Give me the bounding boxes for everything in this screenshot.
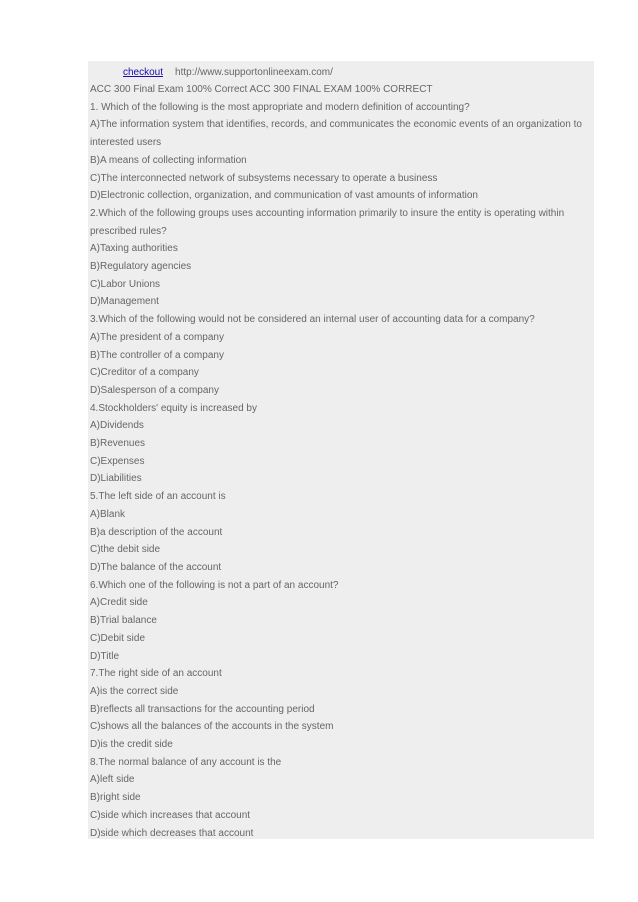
text-line: C)side which increases that account [90, 809, 251, 821]
text-line: 3.Which of the following would not be considered an internal user of accounting data for a company? [90, 314, 535, 326]
text-line: C)Expenses [90, 455, 145, 467]
text-line: D)Electronic collection, organization, and communication of vast amounts of information [90, 190, 478, 202]
text-line: A)left side [90, 774, 135, 786]
text-line: B)Trial balance [90, 615, 157, 627]
text-line: 2.Which of the following groups uses accounting information primarily to insure the entity is operating within [90, 207, 565, 219]
text-line: A)The information system that identifies, records, and communicates the economic events of an organization to [90, 119, 582, 131]
text-line: A)Taxing authorities [90, 243, 178, 255]
text-line: C)shows all the balances of the accounts in the system [90, 721, 334, 733]
text-line: D)The balance of the account [90, 561, 222, 573]
text-line: A)is the correct side [90, 685, 179, 697]
text-line: C)The interconnected network of subsystems necessary to operate a business [90, 172, 438, 184]
text-line: A)Blank [90, 508, 126, 520]
text-line: 1. Which of the following is the most appropriate and modern definition of accounting? [90, 101, 470, 113]
text-line: C)the debit side [90, 544, 161, 556]
text-line: D)side which decreases that account [90, 827, 254, 839]
text-line: D)Title [90, 650, 120, 662]
text-line: D)Liabilities [90, 473, 142, 485]
document-header [123, 66, 333, 80]
text-line: B)reflects all transactions for the accounting period [90, 703, 315, 715]
text-line: A)Dividends [90, 420, 144, 432]
text-line: B)a description of the account [90, 526, 223, 538]
text-line: C)Debit side [90, 632, 146, 644]
text-line: D)is the credit side [90, 739, 173, 751]
text-line: 5.The left side of an account is [90, 491, 226, 503]
text-line: C)Labor Unions [90, 278, 161, 290]
text-line: C)Creditor of a company [90, 367, 199, 379]
text-line: B)A means of collecting information [90, 154, 247, 166]
document-body [90, 81, 586, 842]
text-line: D)Management [90, 296, 159, 308]
text-line: A)The president of a company [90, 331, 224, 343]
text-line: 8.The normal balance of any account is the [90, 756, 282, 768]
text-line: B)Regulatory agencies [90, 261, 192, 273]
text-line: B)The controller of a company [90, 349, 224, 361]
text-line: D)Salesperson of a company [90, 384, 219, 396]
text-line: interested users [90, 137, 162, 149]
text-line: A)Credit side [90, 597, 148, 609]
text-line: 6.Which one of the following is not a part of an account? [90, 579, 339, 591]
document-title: ACC 300 Final Exam 100% Correct ACC 300 FINAL EXAM 100% CORRECT [90, 84, 433, 95]
question-list [90, 99, 586, 843]
text-line: 7.The right side of an account [90, 668, 222, 680]
source-url: http://www.supportonlineexam.com/ [175, 67, 333, 78]
text-line: prescribed rules? [90, 225, 167, 237]
text-line: 4.Stockholders' equity is increased by [90, 402, 257, 414]
text-line: B)right side [90, 792, 141, 804]
text-line: B)Revenues [90, 438, 146, 450]
checkout-link[interactable]: checkout [123, 67, 164, 78]
